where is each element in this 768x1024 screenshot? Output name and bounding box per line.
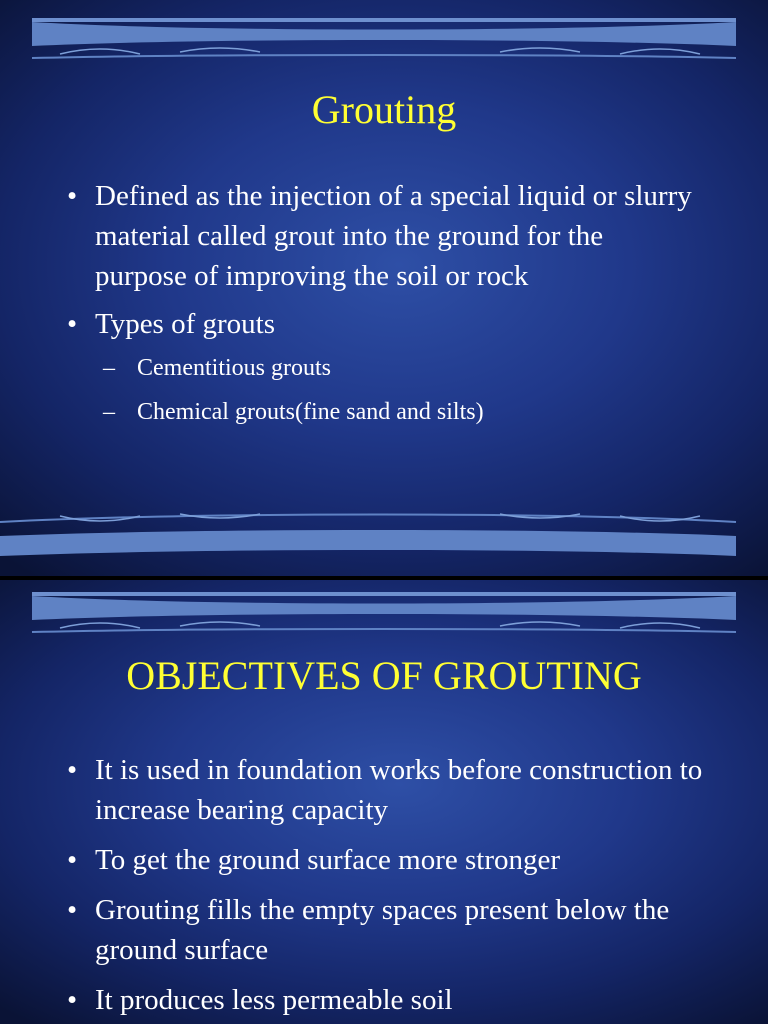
dash-icon: –	[103, 399, 115, 425]
bullet-icon: •	[67, 844, 78, 876]
bullet-text: It produces less permeable soil	[95, 984, 453, 1016]
top-decorative-band	[0, 0, 768, 80]
bullet-icon: •	[67, 894, 78, 926]
bullet-text: It is used in foundation works before construction to increase bearing capacity	[95, 754, 703, 826]
sub-list-item	[103, 346, 695, 390]
bullet-text: Types of grouts	[95, 308, 276, 340]
top-decorative-band	[0, 580, 768, 650]
slide-objectives	[0, 580, 768, 1024]
bullet-icon: •	[67, 180, 78, 212]
bullet-text: Grouting fills the empty spaces present below the ground surface	[95, 894, 670, 966]
sub-list	[103, 346, 695, 434]
sub-item-text: Chemical grouts(fine sand and silts)	[137, 399, 484, 425]
dash-icon: –	[103, 355, 115, 381]
bottom-decorative-band	[0, 496, 768, 576]
bullet-icon: •	[67, 308, 78, 340]
list-item	[67, 750, 715, 830]
list-item	[67, 980, 715, 1020]
list-item	[67, 890, 715, 970]
bullet-icon: •	[67, 984, 78, 1016]
slide-title: Grouting	[311, 87, 457, 132]
list-item	[67, 304, 695, 434]
bullet-list	[67, 176, 695, 434]
bullet-list	[67, 750, 715, 1020]
sub-list-item	[103, 390, 695, 434]
bullet-icon: •	[67, 754, 78, 786]
slide-title: OBJECTIVES OF GROUTING	[126, 653, 642, 698]
list-item	[67, 840, 715, 880]
bullet-text: Defined as the injection of a special liquid or slurry material called grout into the ground for the purpose of improving the soil or rock	[95, 180, 692, 292]
list-item	[67, 176, 695, 296]
bullet-text: To get the ground surface more stronger	[95, 844, 561, 876]
sub-item-text: Cementitious grouts	[137, 355, 331, 381]
